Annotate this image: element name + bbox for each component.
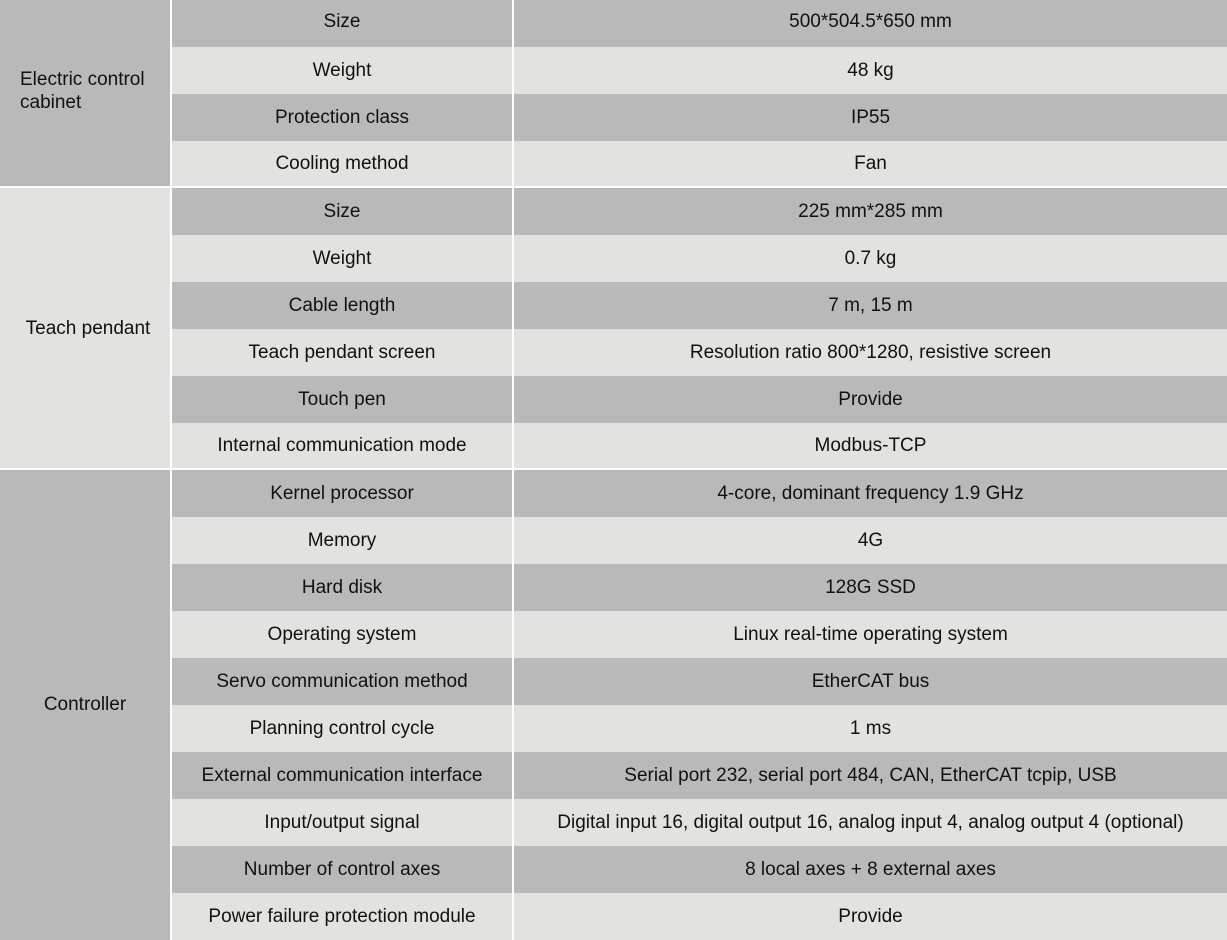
value-cell: Resolution ratio 800*1280, resistive screen [689,341,1052,363]
group-label: Controller [0,470,170,940]
group-controller [0,470,1227,940]
table-row [172,470,1227,517]
param-cell: Servo communication method [216,670,468,692]
param-cell: Memory [307,529,377,551]
table-row [172,282,1227,329]
table-row [172,799,1227,846]
value-cell: 0.7 kg [844,247,897,269]
value-cell: Provide [838,388,903,410]
group-rows [172,0,1227,186]
param-cell: External communication interface [201,764,483,786]
value-cell: Modbus-TCP [814,434,927,456]
table-row [172,564,1227,611]
param-cell: Planning control cycle [249,717,435,739]
param-cell: Weight [312,59,372,81]
value-cell: 4-core, dominant frequency 1.9 GHz [717,482,1024,504]
param-cell: Operating system [267,623,417,645]
group-rows [172,188,1227,468]
param-cell: Kernel processor [270,482,414,504]
param-cell: Hard disk [301,576,383,598]
table-row [172,376,1227,423]
table-row [172,141,1227,186]
value-cell: Fan [854,152,887,174]
table-row [172,329,1227,376]
table-row [172,893,1227,940]
param-cell: Power failure protection module [208,905,476,927]
table-row [172,517,1227,564]
value-cell: 225 mm*285 mm [798,200,943,222]
table-row [172,47,1227,94]
value-cell: 48 kg [847,59,894,81]
value-cell: Provide [838,905,903,927]
group-rows [172,470,1227,940]
param-cell: Cable length [288,294,396,316]
value-cell: 500*504.5*650 mm [789,11,952,32]
group-teach-pendant [0,188,1227,468]
table-row [172,658,1227,705]
value-cell: Serial port 232, serial port 484, CAN, EtherCAT tcpip, USB [624,764,1117,786]
value-cell: Linux real-time operating system [733,623,1008,645]
table-row [172,94,1227,141]
value-cell: EtherCAT bus [811,670,930,692]
value-cell: IP55 [850,106,891,128]
param-cell: Weight [312,247,372,269]
table-row [172,705,1227,752]
value-cell: Digital input 16, digital output 16, analog input 4, analog output 4 (optional) [557,811,1184,833]
param-cell: Number of control axes [243,858,441,880]
value-cell: 7 m, 15 m [828,294,913,316]
param-cell: Teach pendant screen [248,341,436,363]
table-row [172,423,1227,468]
table-row [172,752,1227,799]
param-cell: Touch pen [298,388,386,410]
table-row [172,846,1227,893]
table-row [172,235,1227,282]
value-cell: 4G [857,529,884,551]
group-label: Electric control cabinet [0,0,170,186]
param-cell: Cooling method [275,152,409,174]
group-label: Teach pendant [0,188,170,468]
param-cell: Size [323,200,361,222]
param-cell: Internal communication mode [217,434,467,456]
param-cell: Protection class [274,106,410,128]
table-row [172,0,1227,47]
value-cell: 8 local axes + 8 external axes [745,858,996,880]
param-cell: Size [323,11,361,32]
param-cell: Input/output signal [264,811,420,833]
value-cell: 1 ms [849,717,892,739]
table-row [172,611,1227,658]
group-electric-control-cabinet [0,0,1227,186]
value-cell: 128G SSD [825,576,916,598]
table-row [172,188,1227,235]
